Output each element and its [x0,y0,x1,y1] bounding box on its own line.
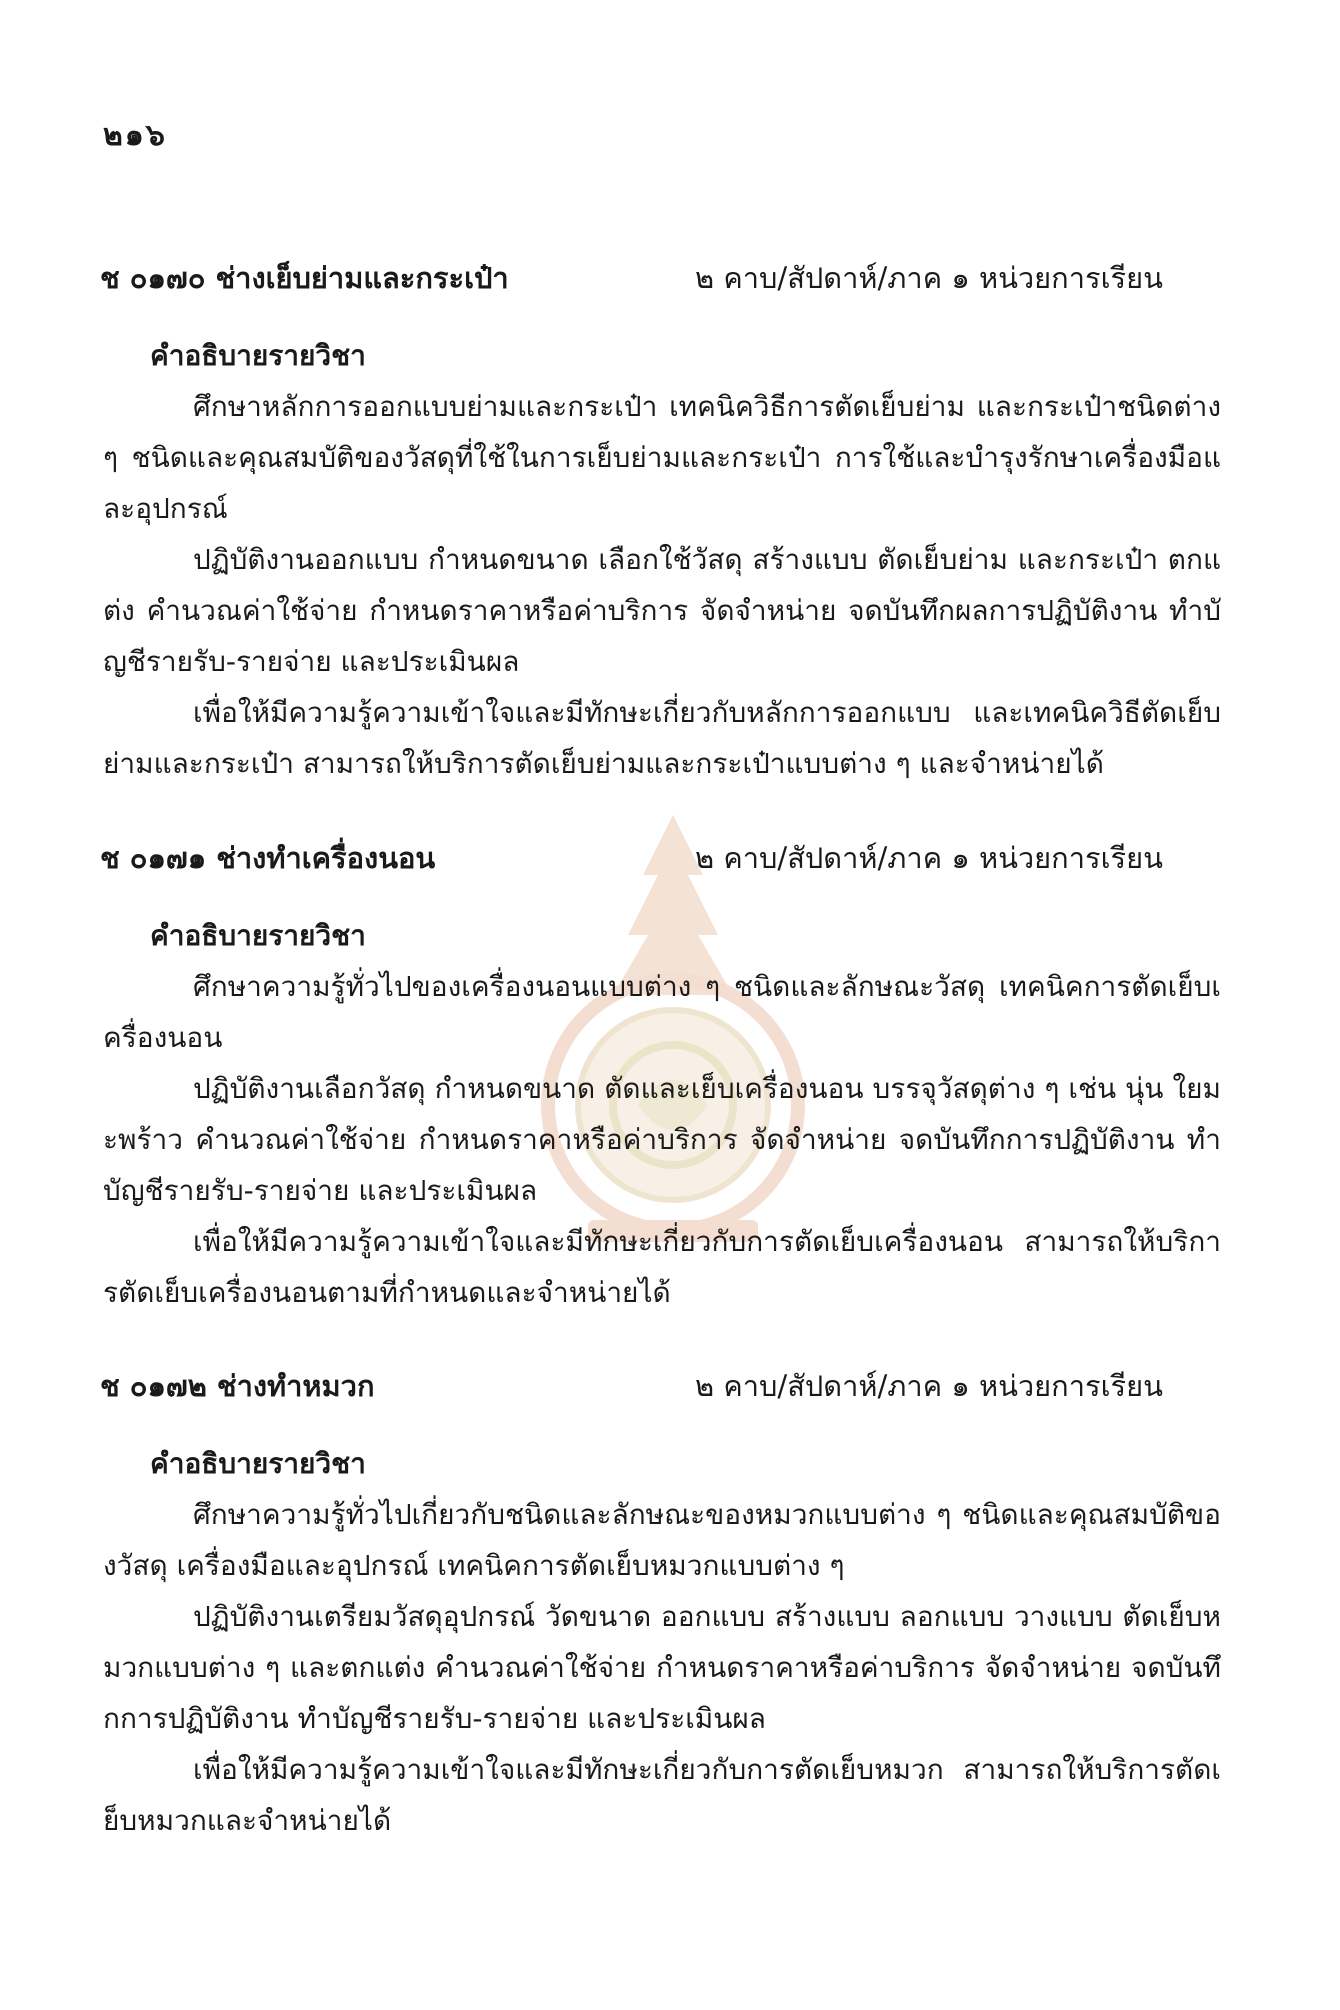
description-paragraph: ศึกษาหลักการออกแบบย่ามและกระเป๋า เทคนิควิธีการตัดเย็บย่าม และกระเป๋าชนิดต่าง ๆ ชนิดและคุณสมบัติของวัสดุที่ใช้ในการเย็บย่ามและกระเป๋า การใช้และบำรุงรักษาเครื่องมือและอุปกรณ์ [103,390,1221,525]
description-label: คำอธิบายรายวิชา [150,1447,366,1480]
description-paragraph: ปฏิบัติงานเลือกวัสดุ กำหนดขนาด ตัดและเย็บเครื่องนอน บรรจุวัสดุต่าง ๆ เช่น นุ่น ใยมะพร้าว คำนวณค่าใช้จ่าย กำหนดราคาหรือค่าบริการ จัดจำหน่าย จดบันทึกการปฏิบัติงาน ทำบัญชีรายรับ-รายจ่าย และประเมินผล [103,1072,1221,1207]
description-paragraph: ศึกษาความรู้ทั่วไปเกี่ยวกับชนิดและลักษณะของหมวกแบบต่าง ๆ ชนิดและคุณสมบัติของวัสดุ เครื่องมือและอุปกรณ์ เทคนิคการตัดเย็บหมวกแบบต่าง ๆ [103,1498,1221,1582]
page-number: ๒๑๖ [103,118,167,153]
description-paragraph: ปฏิบัติงานออกแบบ กำหนดขนาด เลือกใช้วัสดุ สร้างแบบ ตัดเย็บย่าม และกระเป๋า ตกแต่ง คำนวณค่าใช้จ่าย กำหนดราคาหรือค่าบริการ จัดจำหน่าย จดบันทึกผลการปฏิบัติงาน ทำบัญชีรายรับ-รายจ่าย และประเมินผล [103,543,1221,678]
course-code-title: ช ๐๑๗๐ ช่างเย็บย่ามและกระเป๋า [100,261,509,295]
course-hours: ๒ คาบ/สัปดาห์/ภาค ๑ หน่วยการเรียน [695,1369,1163,1403]
description-label: คำอธิบายรายวิชา [150,919,366,952]
description-paragraph: ปฏิบัติงานเตรียมวัสดุอุปกรณ์ วัดขนาด ออกแบบ สร้างแบบ ลอกแบบ วางแบบ ตัดเย็บหมวกแบบต่าง ๆ และตกแต่ง คำนวณค่าใช้จ่าย กำหนดราคาหรือค่าบริการ จัดจำหน่าย จดบันทึกการปฏิบัติงาน ทำบัญชีรายรับ-รายจ่าย และประเมินผล [103,1600,1221,1735]
course-heading [100,835,1218,881]
description-paragraph: เพื่อให้มีความรู้ความเข้าใจและมีทักษะเกี่ยวกับการตัดเย็บเครื่องนอน สามารถให้บริการตัดเย็บเครื่องนอนตามที่กำหนดและจำหน่ายได้ [103,1225,1221,1309]
course-heading [100,1363,1218,1409]
description-paragraph: เพื่อให้มีความรู้ความเข้าใจและมีทักษะเกี่ยวกับการตัดเย็บหมวก สามารถให้บริการตัดเย็บหมวกและจำหน่ายได้ [103,1753,1221,1837]
description-paragraph: เพื่อให้มีความรู้ความเข้าใจและมีทักษะเกี่ยวกับหลักการออกแบบ และเทคนิควิธีตัดเย็บย่ามและกระเป๋า สามารถให้บริการตัดเย็บย่ามและกระเป๋าแบบต่าง ๆ และจำหน่ายได้ [103,696,1221,780]
description-paragraph: ศึกษาความรู้ทั่วไปของเครื่องนอนแบบต่าง ๆ ชนิดและลักษณะวัสดุ เทคนิคการตัดเย็บเครื่องนอน [103,970,1221,1054]
course-heading [100,255,1218,301]
course-code-title: ช ๐๑๗๑ ช่างทำเครื่องนอน [100,841,436,875]
description-label: คำอธิบายรายวิชา [150,339,366,372]
course-code-title: ช ๐๑๗๒ ช่างทำหมวก [100,1369,375,1403]
course-hours: ๒ คาบ/สัปดาห์/ภาค ๑ หน่วยการเรียน [695,841,1163,875]
course-hours: ๒ คาบ/สัปดาห์/ภาค ๑ หน่วยการเรียน [695,261,1163,295]
